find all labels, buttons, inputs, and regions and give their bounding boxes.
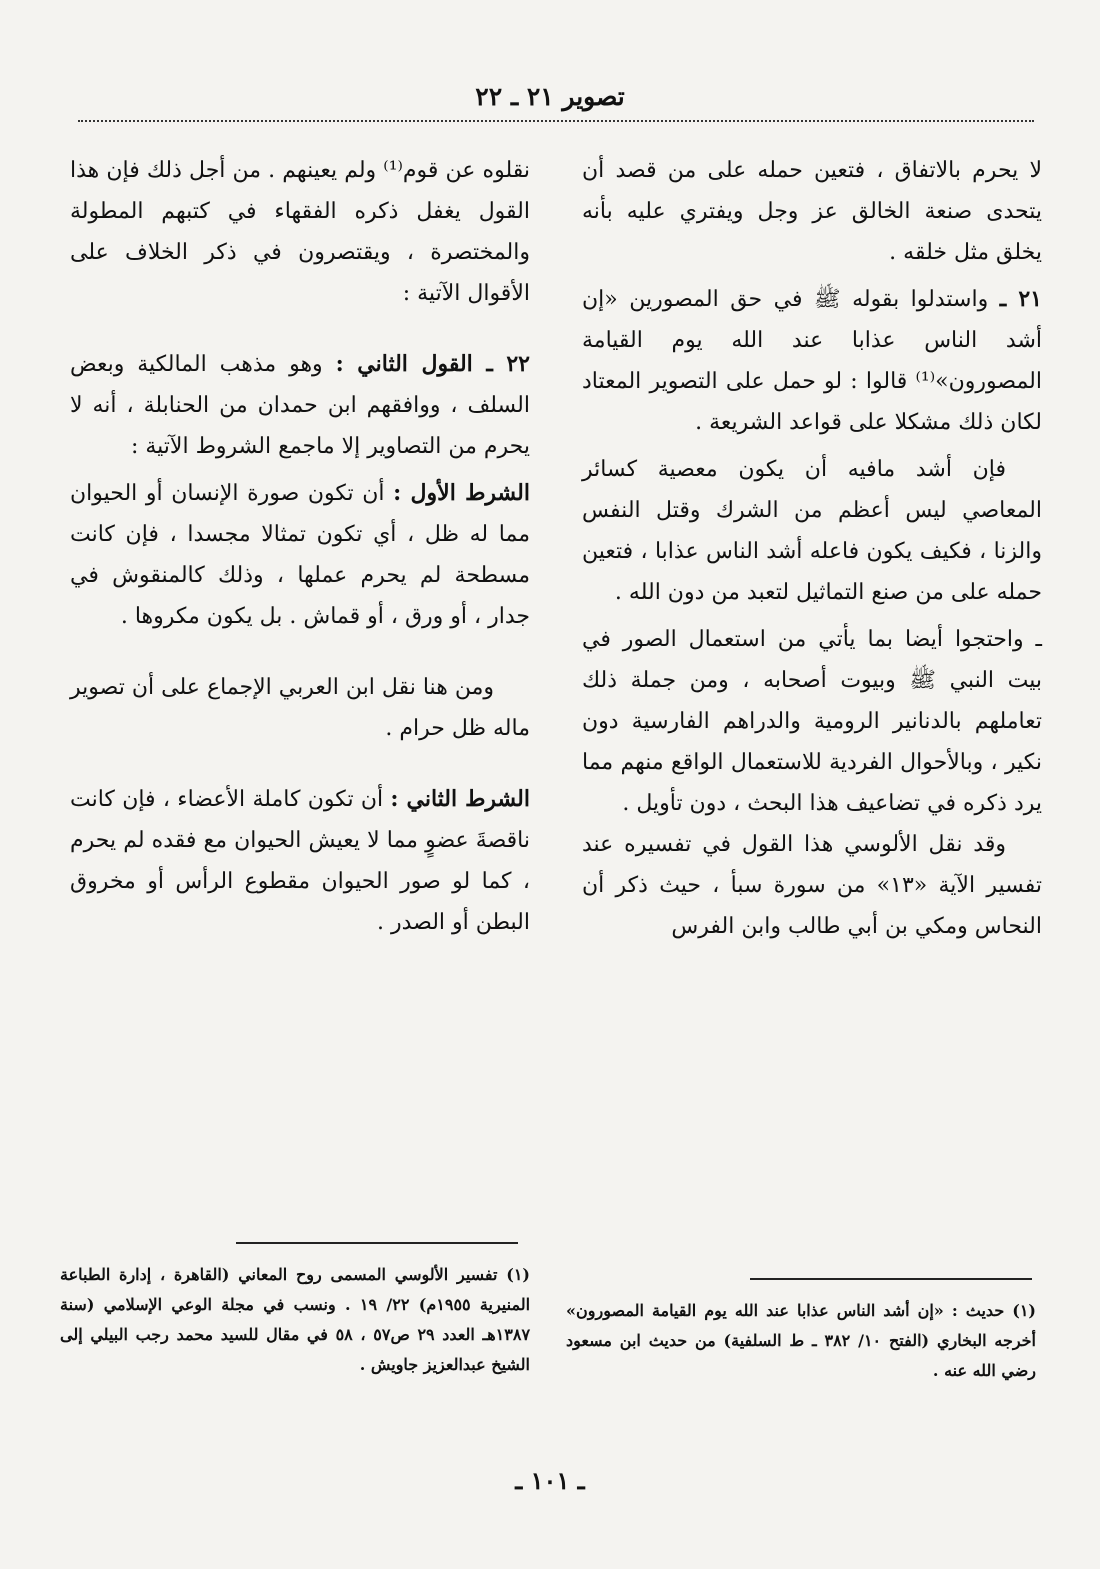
condition-one xyxy=(70,473,530,637)
footnote-rule-left xyxy=(236,1242,518,1244)
paragraph: نقلوه عن قوم⁽¹⁾ ولم يعينهم . من أجل ذلك فإن هذا القول يغفل ذكره الفقهاء في كتبهم المطولة والمختصرة ، ويقتصرون في ذكر الخلاف على الأقوال الآتية : xyxy=(70,158,530,306)
running-header: تصوير ٢١ ـ ٢٢ xyxy=(475,82,625,111)
paragraph-text: أن تكون كاملة الأعضاء ، فإن كانت ناقصةَ عضوٍ مما لا يعيش الحيوان مع فقده لم يحرم ، كما لو صور الحيوان مقطوع الرأس أو مخروق البطن أو الصدر . xyxy=(70,787,530,935)
paragraph: ـ واحتجوا أيضا بما يأتي من استعمال الصور في بيت النبي ﷺ وبيوت أصحابه ، ومن جملة ذلك تعاملهم بالدنانير الرومية والدراهم الفارسية دون نكير ، وبالأحوال الفردية للاستعمال الواقع منهم مما يرد ذكره في تضاعيف هذا البحث ، دون تأويل . xyxy=(582,627,1042,816)
footnote-rule-right xyxy=(750,1278,1032,1280)
right-column xyxy=(582,150,1042,947)
paragraph-text: واستدلوا بقوله ﷺ في حق المصورين «إن أشد الناس عذابا عند الله يوم القيامة المصورون»⁽¹⁾ قالوا : لو حمل على التصوير المعتاد لكان ذلك مشكلا على قواعد الشريعة . xyxy=(582,287,1042,435)
paragraph-22 xyxy=(70,344,530,467)
paragraph-text: وهو مذهب المالكية وبعض السلف ، ووافقهم ابن حمدان من الحنابلة ، أنه لا يحرم من التصاوير إلا ماجمع الشروط الآتية : xyxy=(70,352,530,459)
section-heading: ٢٢ ـ القول الثاني : xyxy=(335,351,530,377)
condition-heading: الشرط الأول : xyxy=(393,480,530,506)
header-dotted-rule xyxy=(78,120,1034,122)
condition-two xyxy=(70,779,530,943)
paragraph-21 xyxy=(582,279,1042,443)
paragraph: ومن هنا نقل ابن العربي الإجماع على أن تصوير ماله ظل حرام . xyxy=(70,675,530,741)
paragraph: فإن أشد مافيه أن يكون معصية كسائر المعاصي ليس أعظم من الشرك وقتل النفس والزنا ، فكيف يكون فاعله أشد الناس عذابا ، فتعين حمله على من صنع التماثيل لتعبد من دون الله . xyxy=(582,457,1042,605)
paragraph: لا يحرم بالاتفاق ، فتعين حمله على من قصد أن يتحدى صنعة الخالق عز وجل ويفتري عليه بأنه يخلق مثل خلقه . xyxy=(582,158,1042,265)
section-number: ٢١ ـ xyxy=(999,286,1042,312)
paragraph: وقد نقل الألوسي هذا القول في تفسيره عند تفسير الآية «١٣» من سورة سبأ ، حيث ذكر أن النحاس ومكي بن أبي طالب وابن الفرس xyxy=(582,832,1042,939)
footnote-left: (١) تفسير الألوسي المسمى روح المعاني (القاهرة ، إدارة الطباعة المنيرية ١٩٥٥م) ٢٢/ ١٩ . ونسب في مجلة الوعي الإسلامي (سنة ١٣٨٧هـ العدد ٢٩ ص٥٧ ، ٥٨ في مقال للسيد محمد رجب البيلي إلى الشيخ عبدالعزيز جاويش . xyxy=(60,1265,531,1374)
page-number: ـ ١٠١ ـ xyxy=(515,1466,585,1495)
paragraph-text: أن تكون صورة الإنسان أو الحيوان مما له ظل ، أي تكون تمثالا مجسدا ، فإن كانت مسطحة لم يحرم عملها ، وذلك كالمنقوش في جدار ، أو ورق ، أو قماش . بل يكون مكروها . xyxy=(70,481,530,629)
condition-heading: الشرط الثاني : xyxy=(390,786,530,812)
footnote-right: (١) حديث : «إن أشد الناس عذابا عند الله يوم القيامة المصورون» أخرجه البخاري (الفتح ١٠/ ٣٨٢ ـ ط السلفية) من حديث ابن مسعود رضي الله عنه . xyxy=(566,1301,1037,1380)
left-column xyxy=(70,150,530,943)
